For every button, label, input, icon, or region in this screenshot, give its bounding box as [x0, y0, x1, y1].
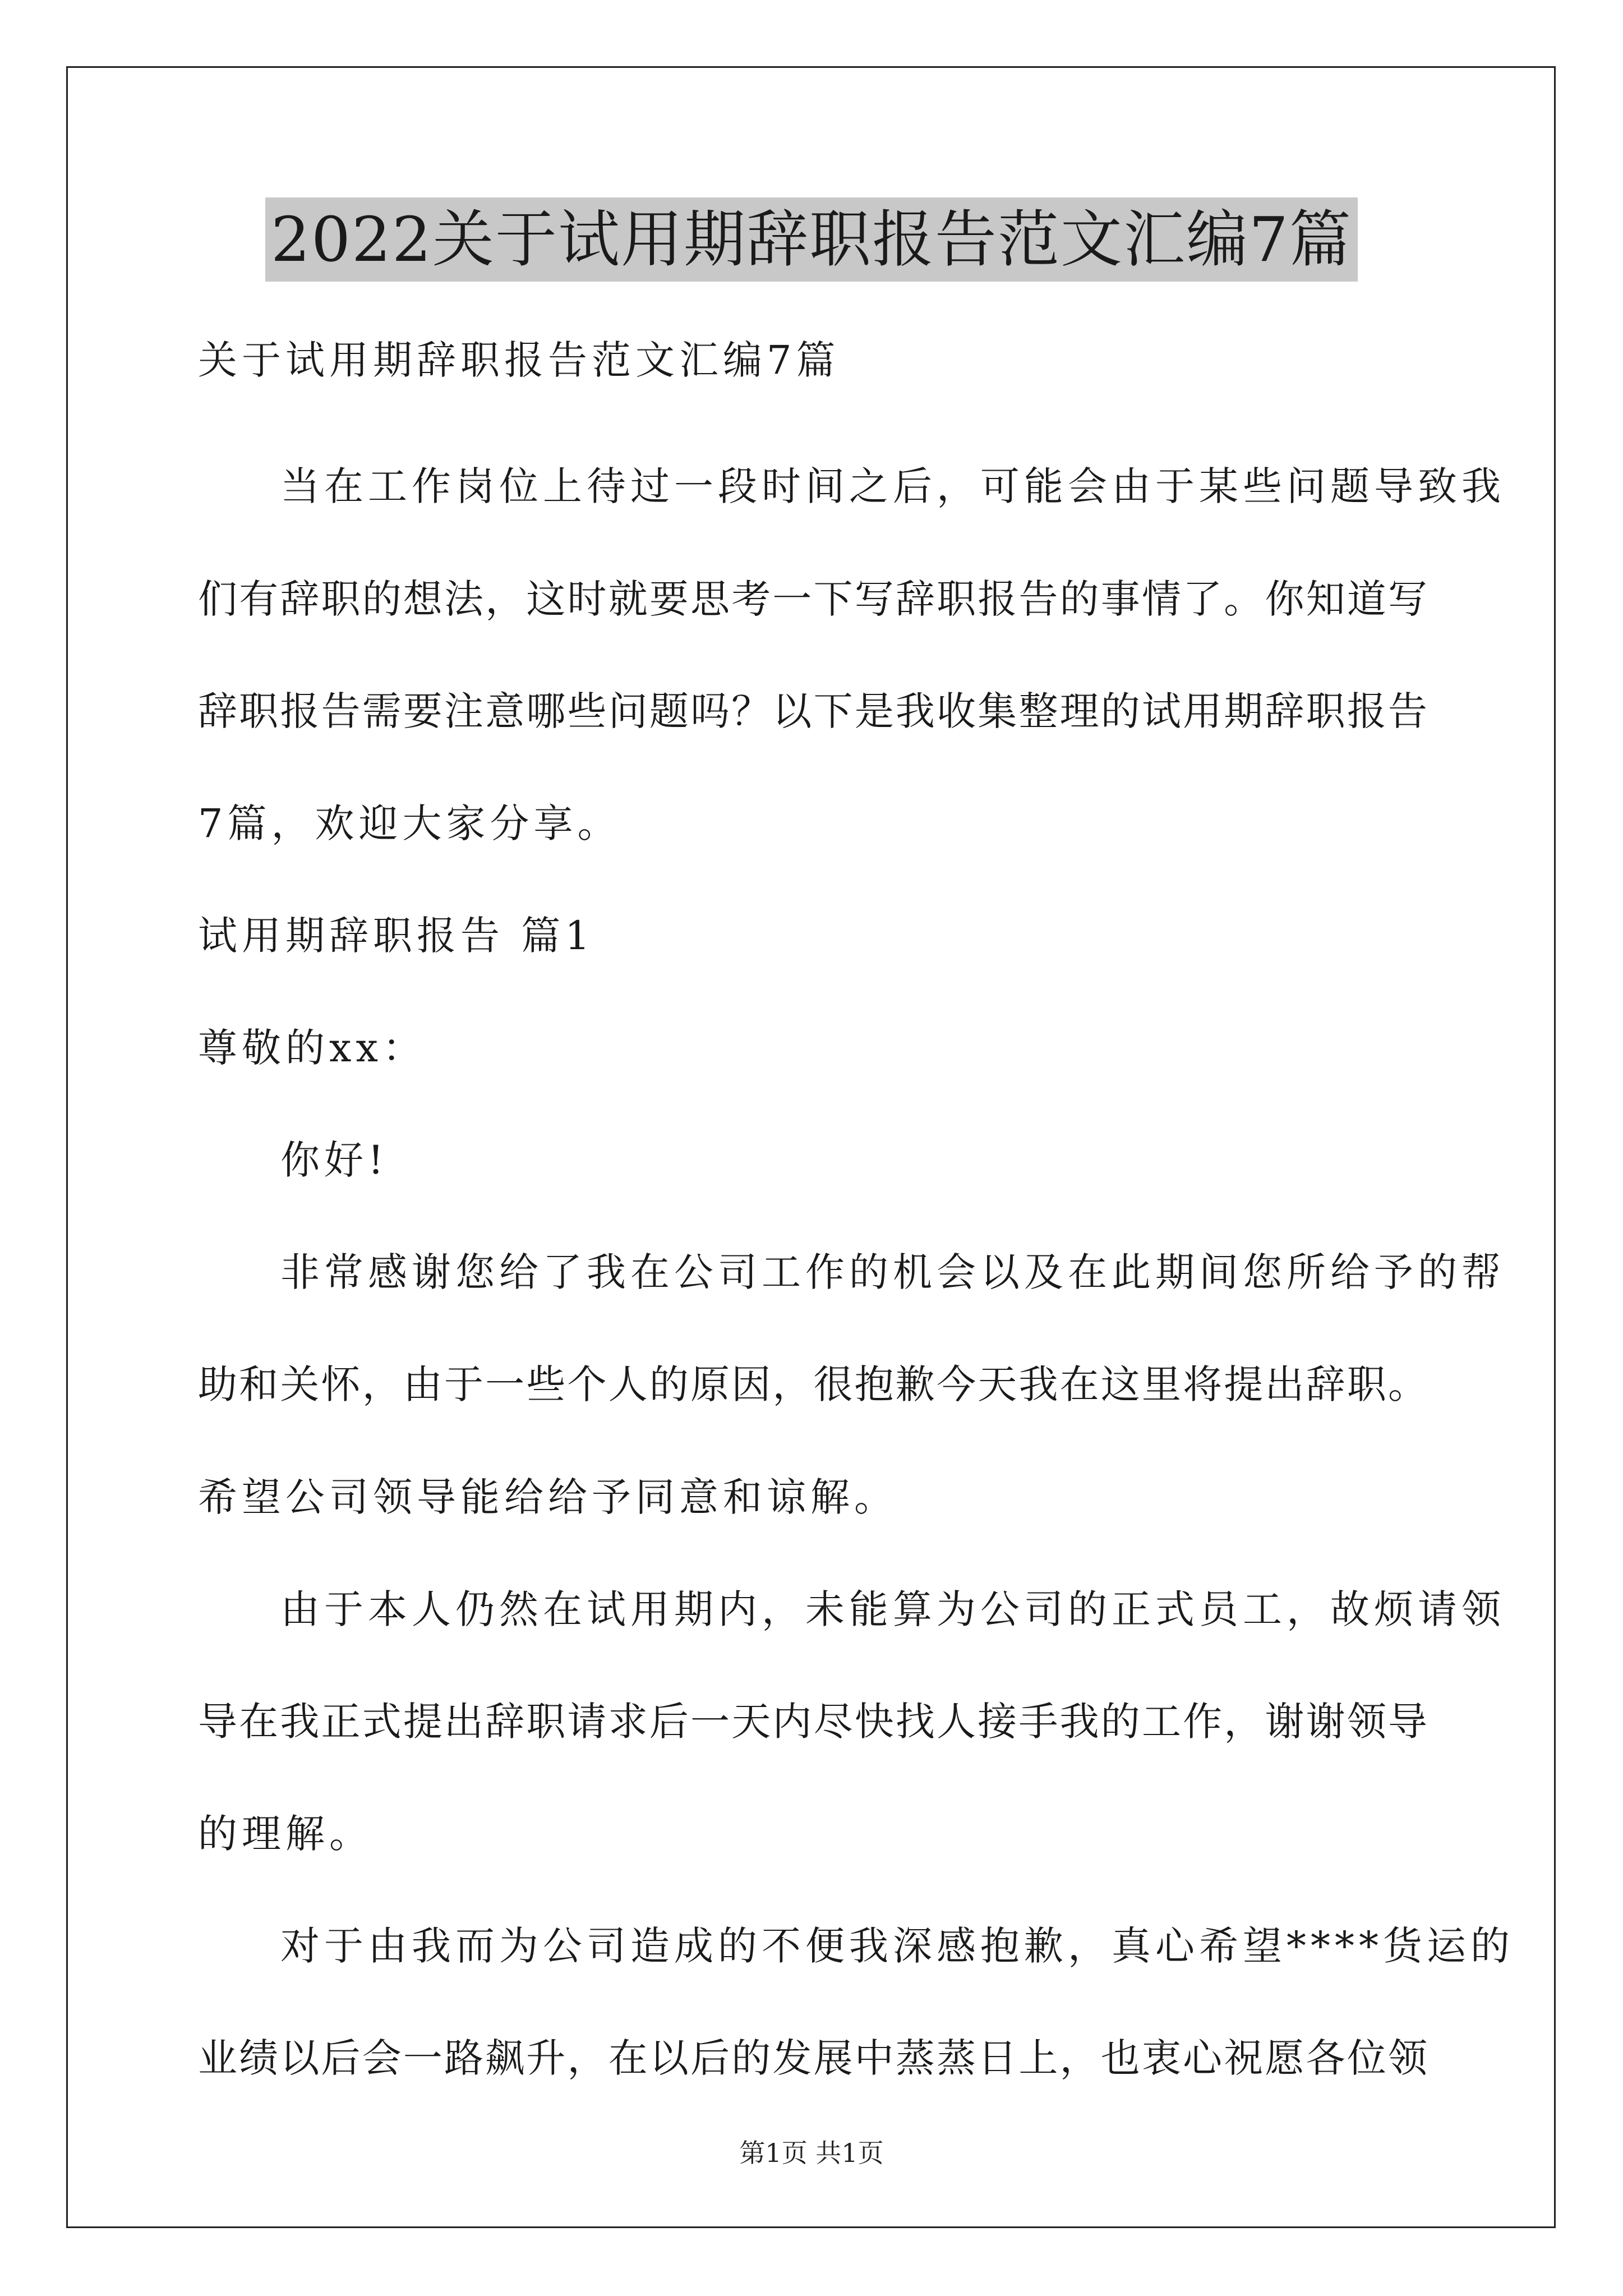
- section-heading: 试用期辞职报告 篇1: [198, 913, 594, 959]
- paragraph-2-line-1: 由于本人仍然在试用期内，未能算为公司的正式员工，故烦请领: [280, 1586, 1505, 1632]
- paragraph-1-line-2: 助和关怀，由于一些个人的原因，很抱歉今天我在这里将提出辞职。: [198, 1361, 1427, 1407]
- title-container: [0, 197, 1623, 282]
- paragraph-2-line-2: 导在我正式提出辞职请求后一天内尽快找人接手我的工作，谢谢领导: [198, 1699, 1427, 1745]
- salutation: 尊敬的xx：: [198, 1025, 426, 1071]
- document-subtitle: 关于试用期辞职报告范文汇编7篇: [198, 337, 840, 383]
- greeting: 你好!: [280, 1137, 389, 1183]
- intro-line-2: 们有辞职的想法，这时就要思考一下写辞职报告的事情了。你知道写: [198, 576, 1427, 622]
- paragraph-3-line-1: 对于由我而为公司造成的不便我深感抱歉，真心希望****货运的: [280, 1923, 1514, 1969]
- page-footer: 第1页 共1页: [739, 2138, 884, 2168]
- intro-line-1: 当在工作岗位上待过一段时间之后，可能会由于某些问题导致我: [280, 463, 1505, 509]
- paragraph-2-line-3: 的理解。: [198, 1811, 373, 1857]
- paragraph-3-line-2: 业绩以后会一路飙升，在以后的发展中蒸蒸日上，也衷心祝愿各位领: [198, 2035, 1427, 2081]
- intro-line-4: 7篇，欢迎大家分享。: [198, 800, 621, 846]
- document-title: 2022关于试用期辞职报告范文汇编7篇: [265, 197, 1358, 282]
- paragraph-1-line-1: 非常感谢您给了我在公司工作的机会以及在此期间您所给予的帮: [280, 1249, 1505, 1295]
- intro-line-3: 辞职报告需要注意哪些问题吗？以下是我收集整理的试用期辞职报告: [198, 688, 1427, 734]
- paragraph-1-line-3: 希望公司领导能给给予同意和谅解。: [198, 1474, 898, 1520]
